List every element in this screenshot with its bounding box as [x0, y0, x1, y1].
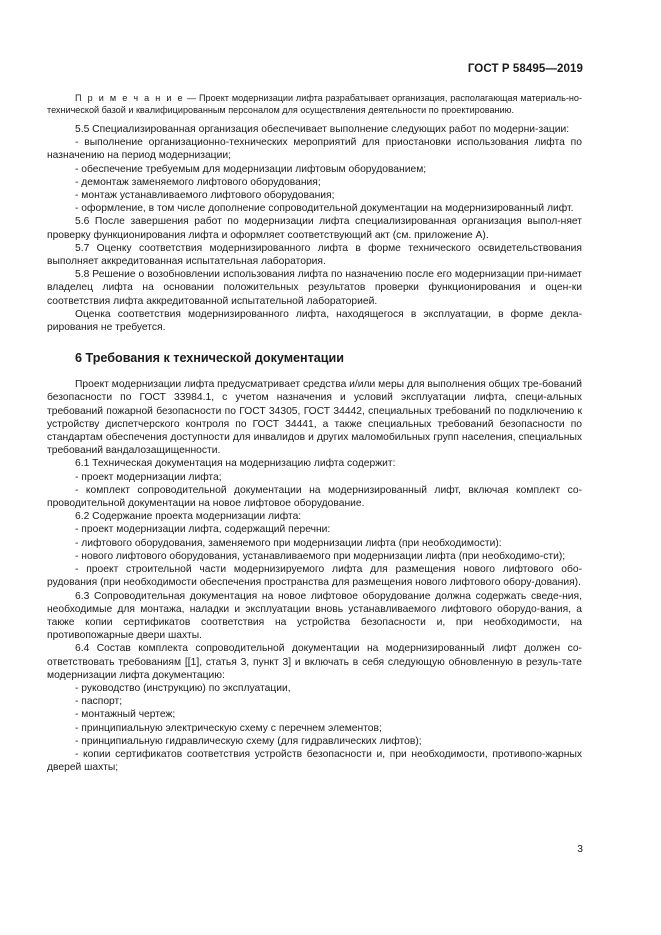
paragraph: 5.6 После завершения работ по модернизации лифта специализированная организация выпол-няет проверку функционирования лифта и оформляет соответствующий акт (см. приложение А). [47, 216, 582, 241]
page-number: 3 [577, 844, 583, 855]
list-item: - лифтового оборудования, заменяемого при модернизации лифта (при необходимости): [75, 537, 502, 549]
paragraph: Проект модернизации лифта предусматривает средства и/или меры для выполнения общих тре-бований безопасности по ГОСТ 33984.1, с учетом назначения и условий эксплуатации лифта, специ-альных требований пожарной безопасности по ГОСТ 34305, ГОСТ 34442, специальных требований по подключению к устройству диспетчерского контроля по ГОСТ 34441, а также специальных требований безопасности по стандартам обеспечения доступности для инвалидов и других маломобильных групп населения, специальных требований вандалозащищенности. [47, 379, 582, 457]
list-item: - оформление, в том числе дополнение сопроводительной документации на модернизированный лифт. [75, 203, 574, 215]
paragraph: Оценка соответствия модернизированного лифта, находящегося в эксплуатации, в форме декла-рирования не требуется. [47, 308, 582, 334]
list-item: - проект модернизации лифта; [75, 471, 222, 483]
paragraph: 6.2 Содержание проекта модернизации лифта: [75, 511, 302, 523]
paragraph: 5.8 Решение о возобновлении использования лифта по назначению после его модернизации при-нимает владелец лифта на основании положительных результатов проверки функционирования и оцен-ки соответствия лифта аккредитованной испытательной лабораторией. [47, 269, 582, 307]
list-item: - монтажный чертеж; [75, 709, 176, 721]
paragraph: 6.4 Состав комплекта сопроводительной документации на модернизированный лифт должен со-ответствовать требованиям [[1], статья 3, пункт 3] и включать в себя следующую обновленную в резуль-тате модернизации лифта документацию: [47, 643, 582, 681]
paragraph: 5.5 Специализированная организация обеспечивает выполнение следующих работ по модерни-зации: [75, 124, 570, 135]
note [47, 92, 582, 116]
list-item: - принципиальную гидравлическую схему (для гидравлических лифтов); [75, 735, 422, 747]
list-item: - нового лифтового оборудования, устанавливаемого при модернизации лифта (при необходимо-сти); [75, 550, 566, 562]
note-label: П р и м е ч а н и е [75, 93, 185, 103]
list-item: - выполнение организационно-технических мероприятий для приостановки использования лифта по назначению на период модернизации; [47, 137, 582, 162]
document-body [47, 92, 582, 774]
paragraph: 6.1 Техническая документация на модернизацию лифта содержит: [75, 458, 396, 470]
list-item: - проект модернизации лифта, содержащий перечни: [75, 524, 331, 536]
list-item: - принципиальную электрическую схему с перечнем элементов; [75, 722, 382, 734]
list-item: - демонтаж заменяемого лифтового оборудования; [75, 176, 321, 188]
note-text: — Проект модернизации лифта разрабатывает организация, располагающая материаль-но-технической базой и квалифицированным персоналом для осуществления деятельности по проектированию. [47, 93, 582, 115]
paragraph: 5.7 Оценку соответствия модернизированного лифта в форме технического освидетельствования выполняет аккредитованная испытательная лаборатория. [47, 242, 582, 268]
list-item: - комплект сопроводительной документации на модернизированный лифт, включая комплект со-проводительной документации на новое лифтовое оборудование. [47, 484, 582, 510]
list-item: - копии сертификатов соответствия устройств безопасности и, при необходимости, противопо-жарных дверей шахты; [47, 748, 582, 774]
list-item: - обеспечение требуемым для модернизации лифтовым оборудованием; [75, 163, 427, 175]
list-item: - проект строительной части модернизируемого лифта для размещения нового лифтового обо-рудования (при необходимости обеспечения пространства для размещения нового лифтового обору-дования). [47, 564, 582, 589]
document-code: ГОСТ Р 58495—2019 [467, 63, 583, 75]
list-item: - паспорт; [75, 696, 123, 708]
list-item: - руководство (инструкцию) по эксплуатации, [75, 682, 291, 694]
section-heading: 6 Требования к технической документации [75, 351, 345, 366]
list-item: - монтаж устанавливаемого лифтового оборудования; [75, 190, 335, 202]
paragraph: 6.3 Сопроводительная документация на новое лифтовое оборудование должна содержать сведе-ния, необходимые для монтажа, наладки и эксплуатации вновь устанавливаемого лифтового оборудо-вания, а также копии сертификатов соответствия на устройства безопасности и, при необходимости, на противопожарные двери шахты. [47, 590, 582, 642]
